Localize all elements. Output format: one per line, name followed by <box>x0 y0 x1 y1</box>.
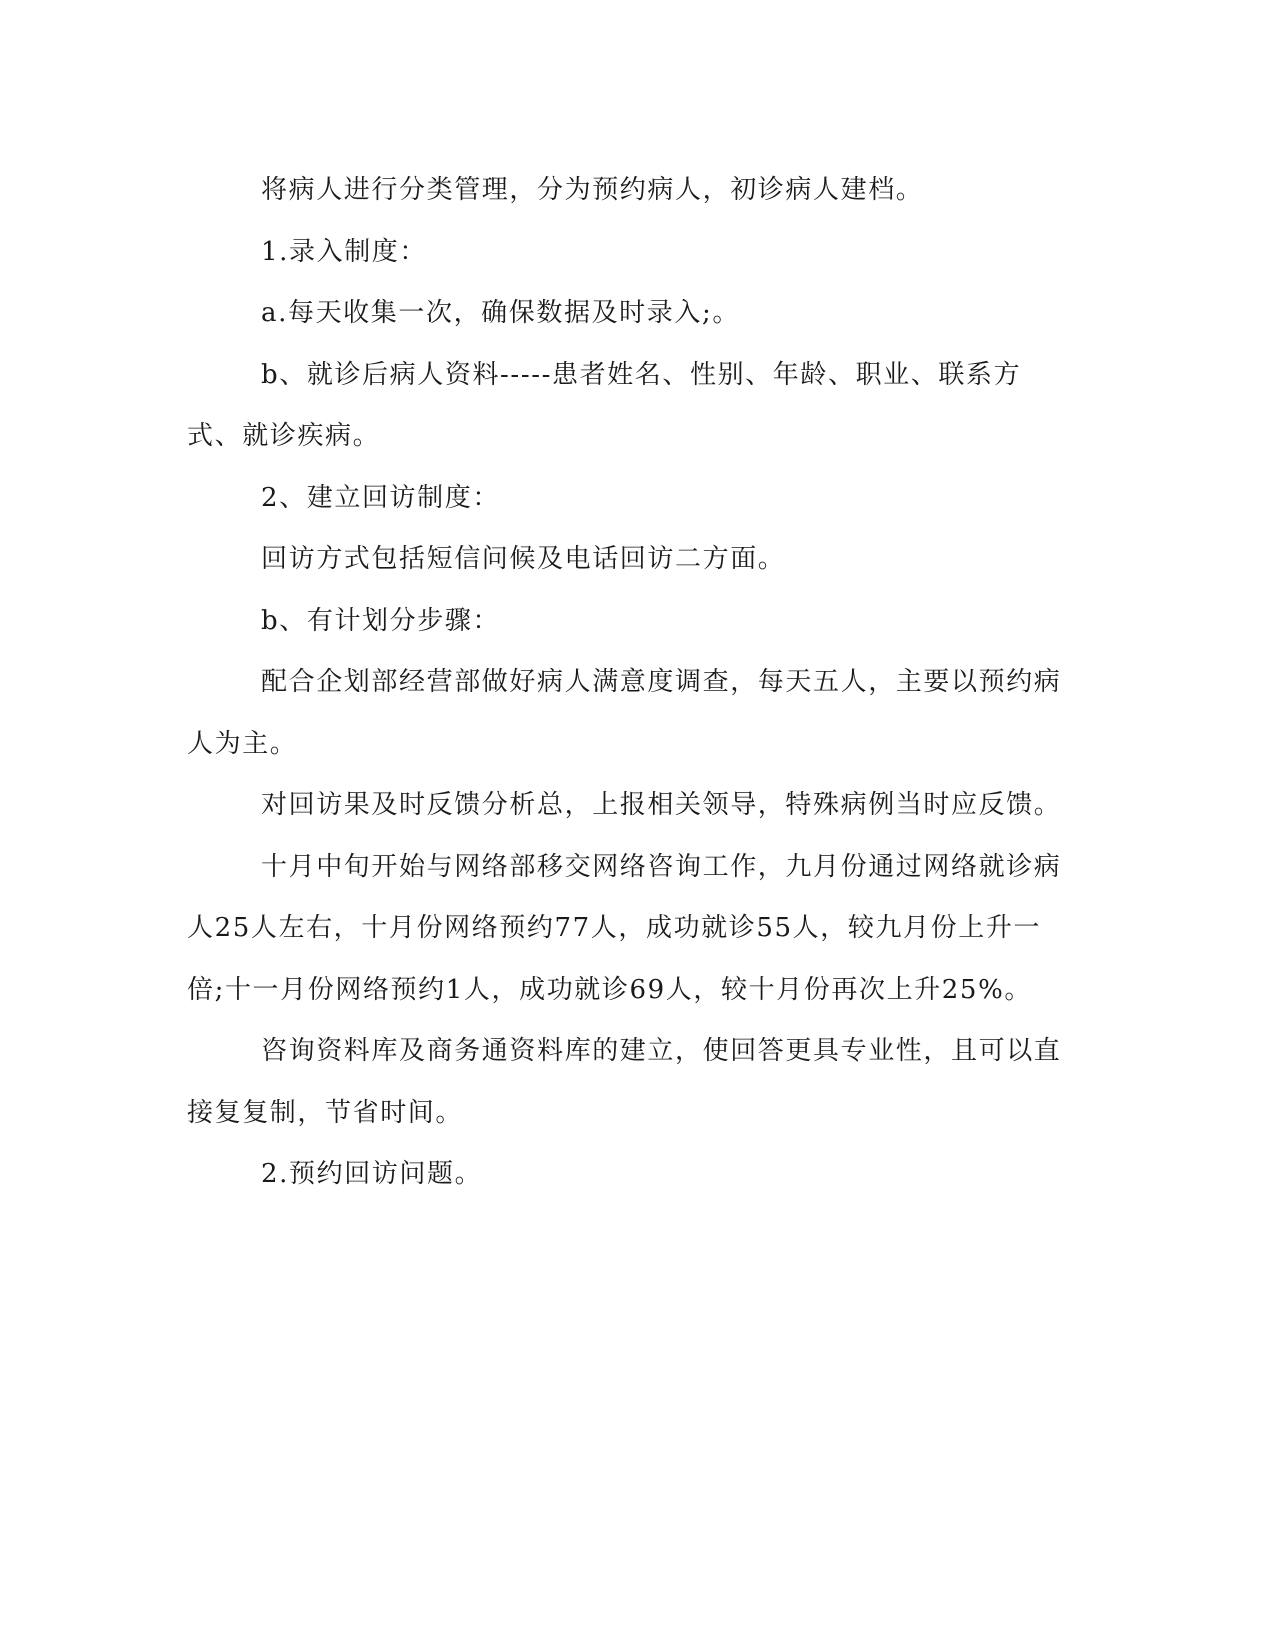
paragraph-followup-system-heading: 2、建立回访制度： <box>261 482 500 513</box>
paragraph-patient-classification: 将病人进行分类管理，分为预约病人，初诊病人建档。 <box>261 175 924 205</box>
document-body <box>187 160 1072 1206</box>
paragraph-satisfaction-survey: 配合企划部经营部做好病人满意度调查，每天五人，主要以预约病人为主。 <box>187 667 1062 759</box>
paragraph-appointment-followup-issue: 2.预约回访问题。 <box>261 1159 483 1189</box>
paragraph-planned-steps: b、有计划分步骤： <box>261 605 501 636</box>
paragraph-online-consultation-stats: 十月中旬开始与网络部移交网络咨询工作，九月份通过网络就诊病人25人左右，十月份网络预约77人，成功就诊55人，较九月份上升一倍;十一月份网络预约1人，成功就诊69人，较十月份再次上升25%。 <box>187 851 1062 1005</box>
paragraph-followup-methods: 回访方式包括短信问候及电话回访二方面。 <box>261 544 786 574</box>
paragraph-daily-collection: a.每天收集一次，确保数据及时录入;。 <box>261 298 740 328</box>
paragraph-patient-info-fields: b、就诊后病人资料-----患者姓名、性别、年龄、职业、联系方式、就诊疾病。 <box>187 359 1022 451</box>
paragraph-feedback-reporting: 对回访果及时反馈分析总，上报相关领导，特殊病例当时应反馈。 <box>261 790 1062 820</box>
paragraph-knowledge-base: 咨询资料库及商务通资料库的建立，使回答更具专业性，且可以直接复复制，节省时间。 <box>187 1036 1062 1128</box>
paragraph-entry-system-heading: 1.录入制度： <box>261 236 428 267</box>
